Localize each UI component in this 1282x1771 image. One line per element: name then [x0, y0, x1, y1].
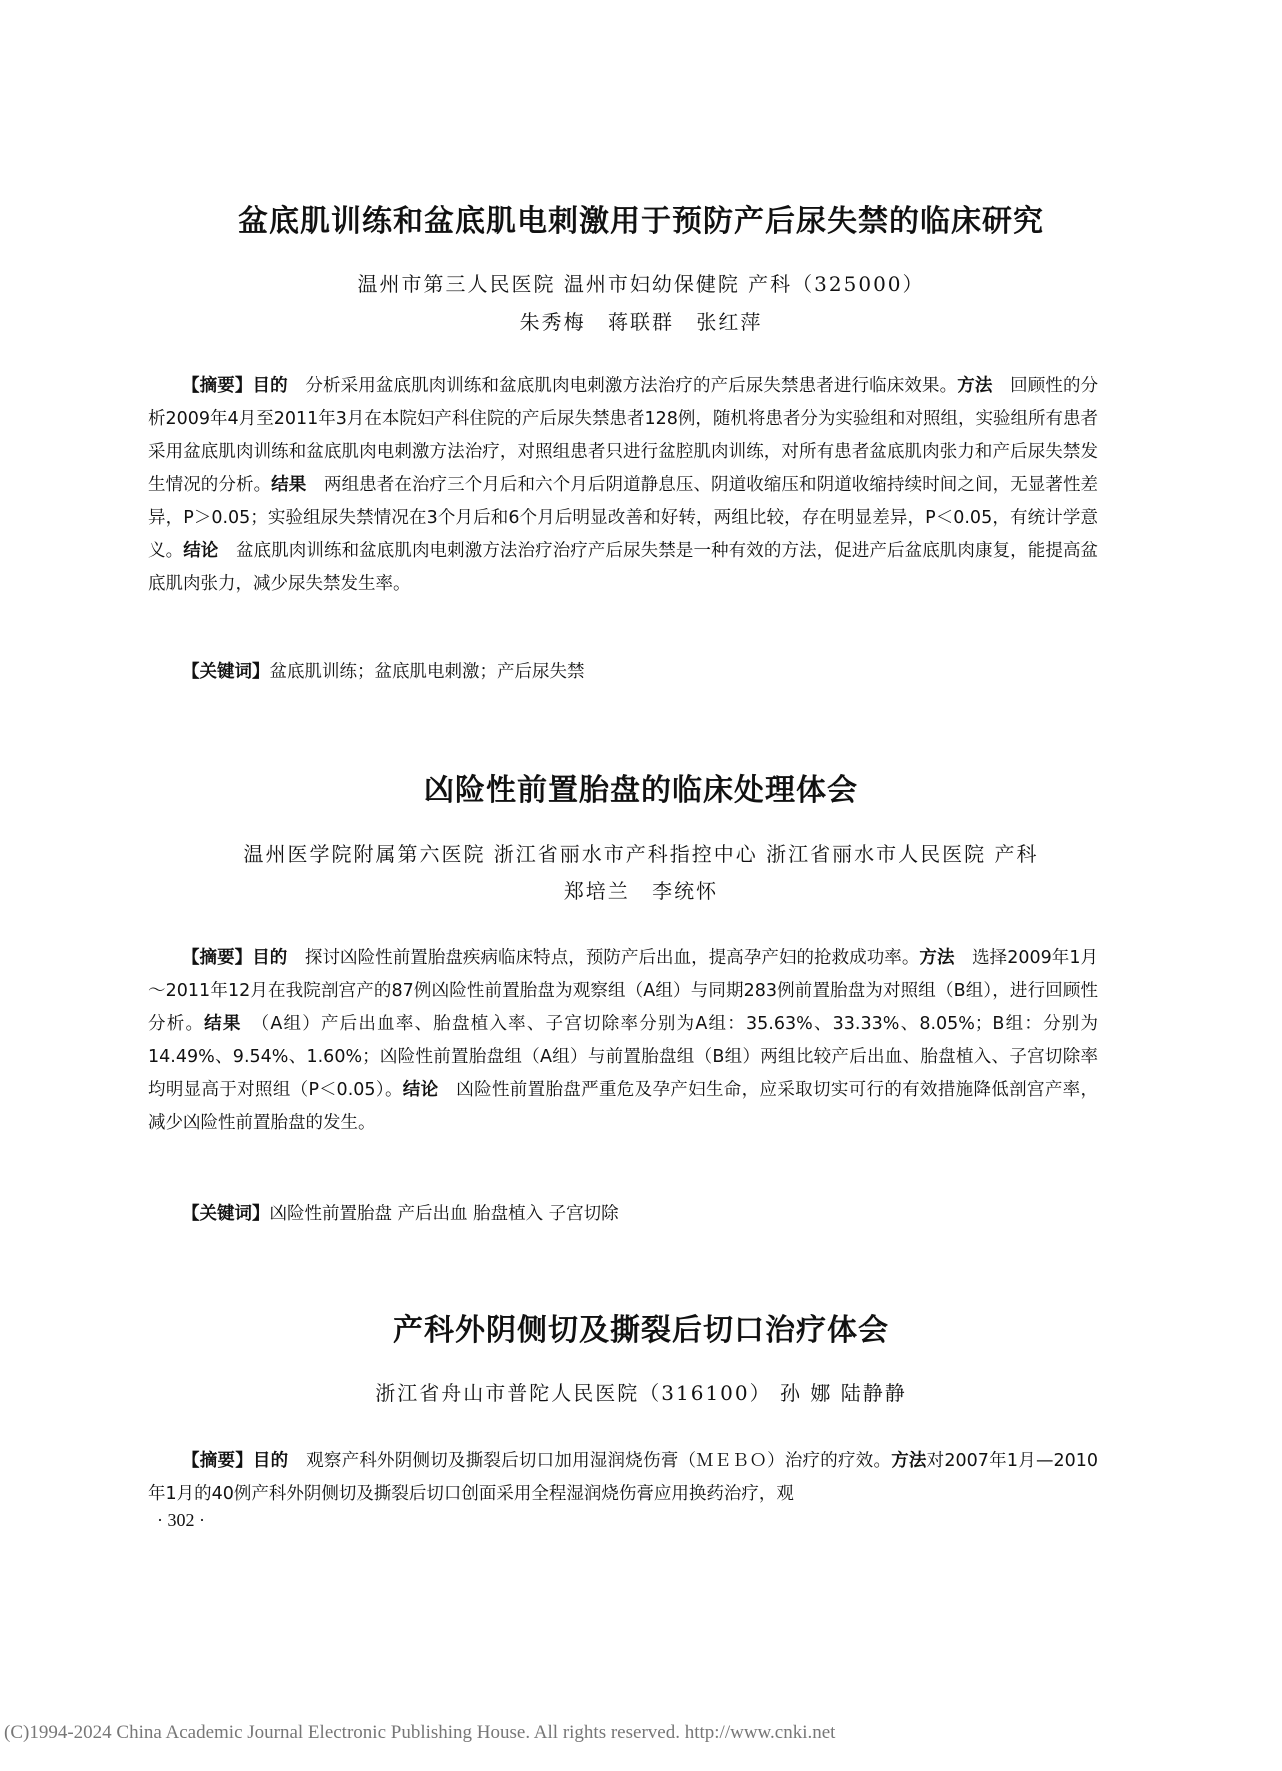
conclusion-text: 凶险性前置胎盘严重危及孕产妇生命，应采取切实可行的有效措施降低剖宫产率，减少凶险性前置胎盘的发生。 — [148, 1080, 1098, 1133]
article-1-title: 盆底肌训练和盆底肌电刺激用于预防产后尿失禁的临床研究 — [238, 204, 1044, 239]
article-1-authors: 朱秀梅 蒋联群 张红萍 — [519, 310, 763, 334]
copyright-footer: (C)1994-2024 China Academic Journal Electronic Publishing House. All rights reserved. http://www.cnki.net — [4, 1722, 836, 1743]
abstract-label: 【摘要】 — [182, 948, 253, 968]
keywords-text: 凶险性前置胎盘 产后出血 胎盘植入 子宫切除 — [269, 1204, 619, 1224]
article-3-affiliation: 浙江省舟山市普陀人民医院（316100） 孙 娜 陆静静 — [375, 1381, 907, 1405]
keywords-label: 【关键词】 — [182, 662, 270, 682]
methods-label: 方法 — [919, 948, 955, 968]
article-1-abstract — [148, 370, 1098, 601]
methods-text: 选择2009年1月～2011年12月在我院剖宫产的87例凶险性前置胎盘为观察组（A组）与同期283例前置胎盘为对照组（B组），进行回顾性分析。 — [148, 948, 1099, 1034]
objective-text: 分析采用盆底肌肉训练和盆底肌肉电刺激方法治疗的产后尿失禁患者进行临床效果。 — [305, 376, 958, 396]
keywords-label: 【关键词】 — [182, 1204, 270, 1224]
methods-label: 方法 — [957, 376, 993, 396]
keywords-text: 盆底肌训练；盆底肌电刺激；产后尿失禁 — [269, 662, 585, 682]
methods-text: 回顾性的分析2009年4月至2011年3月在本院妇产科住院的产后尿失禁患者128例，随机将患者分为实验组和对照组，实验组所有患者采用盆底肌肉训练和盆底肌肉电刺激方法治疗，对照组患者只进行盆腔肌肉训练，对所有患者盆底肌肉张力和产后尿失禁发生情况的分析。 — [148, 376, 1099, 495]
abstract-label: 【摘要】 — [182, 1451, 253, 1471]
objective-label: 目的 — [252, 948, 288, 968]
page-number: · 302 · — [157, 1510, 205, 1530]
article-2-affiliation: 温州医学院附属第六医院 浙江省丽水市产科指控中心 浙江省丽水市人民医院 产科 — [243, 842, 1039, 866]
objective-text: 观察产科外阴侧切及撕裂后切口加用湿润烧伤膏（ＭＥＢＯ）治疗的疗效。 — [306, 1451, 892, 1471]
methods-text: 对2007年1月—2010年1月的40例产科外阴侧切及撕裂后切口创面采用全程湿润烧伤膏应用换药治疗，观 — [148, 1451, 1099, 1504]
article-2-authors: 郑培兰 李统怀 — [563, 879, 719, 903]
article-2-abstract — [148, 942, 1098, 1140]
conclusion-label: 结论 — [183, 541, 219, 561]
conclusion-text: 盆底肌肉训练和盆底肌肉电刺激方法治疗治疗产后尿失禁是一种有效的方法，促进产后盆底肌肉康复，能提高盆底肌肉张力，减少尿失禁发生率。 — [148, 541, 1099, 594]
article-2-keywords — [182, 1198, 1082, 1231]
objective-label: 目的 — [252, 1451, 289, 1471]
article-1-keywords — [182, 656, 1082, 689]
methods-label: 方法 — [891, 1451, 927, 1471]
article-3-abstract — [148, 1445, 1098, 1511]
results-text: 两组患者在治疗三个月后和六个月后阴道静息压、阴道收缩压和阴道收缩持续时间之间，无显著性差异，P＞0.05；实验组尿失禁情况在3个月后和6个月后明显改善和好转，两组比较，存在明显差异，P＜0.05，有统计学意义。 — [148, 475, 1099, 561]
results-label: 结果 — [271, 475, 307, 495]
conclusion-label: 结论 — [402, 1080, 439, 1100]
objective-text: 探讨凶险性前置胎盘疾病临床特点，预防产后出血，提高孕产妇的抢救成功率。 — [304, 948, 920, 968]
results-label: 结果 — [204, 1014, 242, 1034]
abstract-label: 【摘要】 — [182, 376, 253, 396]
article-1-affiliation: 温州市第三人民医院 温州市妇幼保健院 产科（325000） — [357, 272, 925, 296]
article-2-title: 凶险性前置胎盘的临床处理体会 — [424, 773, 858, 808]
objective-label: 目的 — [252, 376, 288, 396]
article-3-title: 产科外阴侧切及撕裂后切口治疗体会 — [393, 1313, 889, 1348]
results-text: （A组）产后出血率、胎盘植入率、子宫切除率分别为A组：35.63%、33.33%、8.05%；B组：分别为14.49%、9.54%、1.60%；凶险性前置胎盘组（A组）与前置胎盘组（B组）两组比较产后出血、胎盘植入、子宫切除率均明显高于对照组（P＜0.05）。 — [148, 1014, 1099, 1100]
